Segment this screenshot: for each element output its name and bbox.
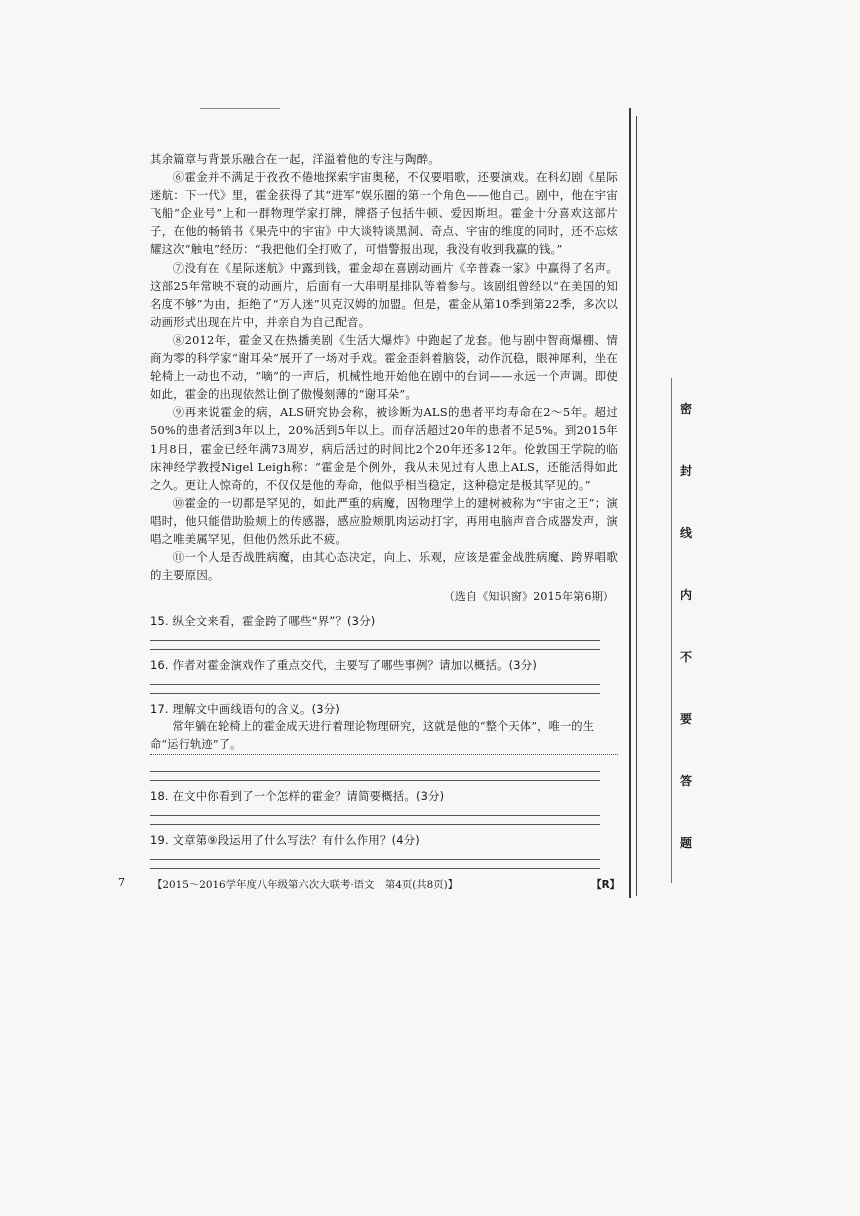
top-rule — [200, 108, 280, 109]
left-margin-mark: 7 — [118, 876, 125, 889]
passage-continuation: 其余篇章与背景乐融合在一起，洋溢着他的专注与陶醉。 — [150, 152, 440, 166]
passage-paragraph-6: ⑥霍金并不满足于孜孜不倦地探索宇宙奥秘，不仅要唱歌，还要演戏。在科幻剧《星际迷航：下一代》里，霍金获得了其“进军”娱乐圈的第一个角色——他自己。剧中，他在宇宙飞船“企业号”上和一群物理学家打牌，牌搭子包括牛顿、爱因斯坦。霍金十分喜欢这部片子，在他的畅销书《果壳中的宇宙》中大谈特谈黑洞、奇点、宇宙的维度的同时，还不忘炫耀这次“触电”经历：“我把他们全打败了，可惜警报出现，我没有收到我赢的钱。” — [150, 170, 618, 257]
passage-paragraph-9: ⑨再来说霍金的病，ALS研究协会称，被诊断为ALS的患者平均寿命在2～5年。超过50%的患者活到3年以上，20%活到5年以上。而存活超过20年的患者不足5%。到2015年1月8日，霍金已经年满73周岁，病后活过的时间比2个20年还多12年。伦敦国王学院的临床神经学教授Nigel Leigh称：“霍金是个例外，我从未见过有人患上ALS，还能活得如此之久。更让人惊奇的，不仅仅是他的寿命，他似乎相当稳定，这种稳定是极其罕见的。” — [150, 405, 618, 492]
binding-char: 封 — [679, 464, 692, 478]
underlined-sentence: 常年躺在轮椅上的霍金成天进行着理论物理研究，这就是他的“整个天体”，唯一的生命“运行轨迹”了。 — [150, 718, 618, 755]
question-text: 18. 在文中你看到了一个怎样的霍金？请简要概括。(3分) — [150, 789, 445, 804]
answer-line[interactable] — [150, 824, 600, 825]
question-19 — [150, 831, 618, 869]
binding-char: 要 — [679, 712, 692, 726]
answer-line[interactable] — [150, 859, 600, 860]
binding-char: 题 — [679, 836, 692, 850]
answer-line[interactable] — [150, 771, 600, 772]
binding-char: 答 — [679, 774, 692, 788]
question-text: 15. 纵全文来看，霍金跨了哪些“界”？(3分) — [150, 614, 376, 629]
answer-line[interactable] — [150, 649, 600, 650]
binding-char: 内 — [679, 588, 692, 602]
page-footer — [152, 876, 620, 891]
answer-line[interactable] — [150, 780, 600, 781]
passage-source: （选自《知识窗》2015年第6期） — [443, 590, 614, 604]
passage-paragraph-10: ⑩霍金的一切都是罕见的，如此严重的病魔，因物理学上的建树被称为“宇宙之王”；演唱时，他只能借助脸颊上的传感器，感应脸颊肌肉运动打字，再用电脑声音合成器发声，演唱之唯美属罕见，但他仍然乐此不疲。 — [150, 495, 618, 546]
passage-paragraph-11: ⑪一个人是否战胜病魔，由其心态决定，向上、乐观，应该是霍金战胜病魔、跨界唱歌的主要原因。 — [150, 550, 618, 583]
answer-line[interactable] — [150, 868, 600, 869]
binding-line — [671, 378, 672, 883]
answer-line[interactable] — [150, 693, 600, 694]
question-18 — [150, 787, 618, 825]
answer-line[interactable] — [150, 815, 600, 816]
footer-title: 【2015～2016学年度八年级第六次大联考·语文 第4页(共8页)】 — [152, 879, 459, 891]
passage-paragraph-7: ⑦没有在《星际迷航》中露到钱，霍金却在喜剧动画片《辛普森一家》中赢得了名声。这部25年常映不衰的动画片，后面有一大串明星排队等着参与。该剧组曾经以“在美国的知名度不够”为由，拒绝了“万人迷”贝克汉姆的加盟。但是，霍金从第10季到第22季，多次以动画形式出现在片中，并亲自为自己配音。 — [150, 260, 618, 329]
binding-line — [629, 108, 631, 898]
passage-paragraph-8: ⑧2012年，霍金又在热播美剧《生活大爆炸》中跑起了龙套。他与剧中智商爆棚、情商为零的科学家“谢耳朵”展开了一场对手戏。霍金歪斜着脑袋，动作沉稳，眼神犀利，坐在轮椅上一动也不动，“嘀”的一声后，机械性地开始他在剧中的台词——永远一个声调。即使如此，霍金的出现依然让倒了傲慢刻薄的“谢耳朵”。 — [150, 332, 618, 402]
question-15 — [150, 612, 618, 650]
question-text: 17. 理解文中画线语句的含义。(3分) — [150, 702, 340, 717]
answer-line[interactable] — [150, 640, 600, 641]
binding-margin-text — [676, 402, 696, 898]
footer-version-mark: 【R】 — [591, 879, 620, 891]
question-text: 16. 作者对霍金演戏作了重点交代，主要写了哪些事例？请加以概括。(3分) — [150, 658, 537, 673]
binding-line — [636, 116, 637, 896]
question-text: 19. 文章第⑨段运用了什么写法？有什么作用？(4分) — [150, 833, 420, 848]
answer-line[interactable] — [150, 684, 600, 685]
question-17 — [150, 700, 618, 781]
binding-char: 不 — [679, 650, 692, 664]
binding-char: 密 — [679, 402, 692, 416]
question-16 — [150, 656, 618, 694]
binding-char: 线 — [679, 526, 692, 540]
exam-content — [150, 150, 618, 869]
